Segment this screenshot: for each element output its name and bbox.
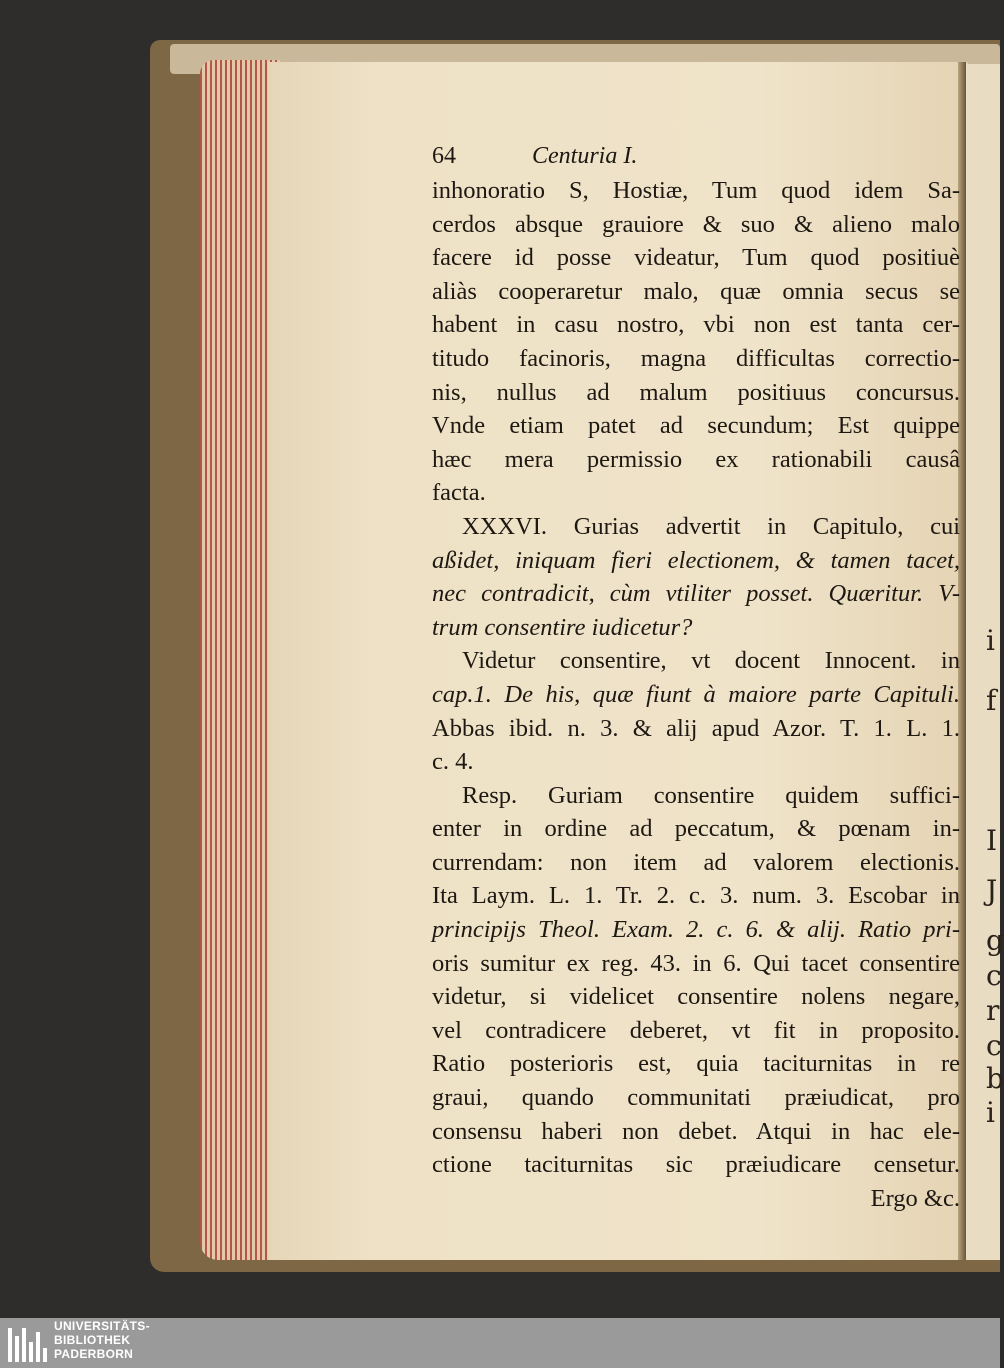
- text-line: habent in casu nostro, vbi non est tanta cer-: [432, 311, 960, 339]
- text-line: Videtur consentire, vt docent Innocent. in: [462, 647, 960, 675]
- text-line: hæc mera permissio ex rationabili causâ: [432, 445, 960, 473]
- text-line: Ita Laym. L. 1. Tr. 2. c. 3. num. 3. Escobar in: [432, 882, 960, 910]
- text-line: Resp. Guriam consentire quidem suffici-: [462, 781, 960, 809]
- text-line: Vnde etiam patet ad secundum; Est quippe: [432, 412, 960, 440]
- text-line: nec contradicit, cùm vtiliter posset. Quæritur. V-: [432, 580, 960, 608]
- text-line: inhonoratio S, Hostiæ, Tum quod idem Sa-: [432, 177, 960, 204]
- running-head: Centuria I.: [532, 143, 638, 170]
- page-number: 64: [432, 143, 456, 170]
- text-line: Ratio posterioris est, quia taciturnitas in re: [432, 1050, 960, 1078]
- library-logo-icon: [8, 1328, 48, 1362]
- facing-page-letter: I: [986, 824, 998, 857]
- text-line: facta.: [432, 479, 486, 507]
- text-line: principijs Theol. Exam. 2. c. 6. & alij. Ratio pri-: [432, 916, 960, 944]
- text-line: ctione taciturnitas sic præiudicare censetur.: [432, 1151, 960, 1179]
- text-line: vel contradicere deberet, vt fit in proposito.: [432, 1016, 960, 1044]
- library-footer: [0, 1318, 1000, 1368]
- text-line: c. 4.: [432, 748, 474, 776]
- text-line: cerdos absque grauiore & suo & alieno malo: [432, 210, 960, 238]
- text-line: oris sumitur ex reg. 43. in 6. Qui tacet consentire: [432, 949, 960, 977]
- library-name: [54, 1319, 150, 1361]
- text-line: titudo facinoris, magna difficultas correctio-: [432, 344, 960, 372]
- text-line: graui, quando communitati præiudicat, pro: [432, 1084, 960, 1112]
- text-line: videtur, si videlicet consentire nolens negare,: [432, 983, 960, 1011]
- text-line: currendam: non item ad valorem electionis.: [432, 848, 960, 876]
- facing-page-letter: c: [986, 959, 1002, 992]
- facing-page-letter: b: [986, 1062, 1004, 1095]
- facing-page-letter: r: [986, 994, 1000, 1027]
- section-heading-line: XXXVI. Gurias advertit in Capitulo, cui: [462, 512, 960, 540]
- facing-page-letter: c: [986, 1029, 1002, 1062]
- page-header: [432, 134, 960, 174]
- page-text: [432, 134, 960, 1215]
- text-line: aliàs cooperaretur malo, quæ omnia secus se: [432, 277, 960, 305]
- facing-page-letter: f: [986, 684, 997, 717]
- facing-page-letter: J: [986, 874, 998, 907]
- text-line: trum consentire iudicetur?: [432, 613, 693, 641]
- text-line: consensu haberi non debet. Atqui in hac ele-: [432, 1117, 960, 1145]
- facing-page-letter: i: [986, 624, 995, 657]
- library-name-line: PADERBORN: [54, 1347, 134, 1361]
- text-line: nis, nullus ad malum positiuus concursus.: [432, 378, 960, 406]
- facing-page-letter: g: [986, 924, 1004, 957]
- text-line: Abbas ibid. n. 3. & alij apud Azor. T. 1. L. 1.: [432, 714, 960, 742]
- catchword: Ergo &c.: [870, 1184, 960, 1212]
- text-line: facere id posse videatur, Tum quod positiuè: [432, 244, 960, 272]
- library-name-line: UNIVERSITÄTS-: [54, 1319, 150, 1333]
- text-line: enter in ordine ad peccatum, & pœnam in-: [432, 815, 960, 843]
- facing-page-strip: [966, 64, 1004, 1260]
- library-name-line: BIBLIOTHEK: [54, 1333, 131, 1347]
- facing-page-letter: i: [986, 1096, 995, 1129]
- text-line: aßidet, iniquam fieri electionem, & tamen tacet,: [432, 546, 960, 574]
- text-line: cap.1. De his, quæ fiunt à maiore parte Capituli.: [432, 680, 960, 708]
